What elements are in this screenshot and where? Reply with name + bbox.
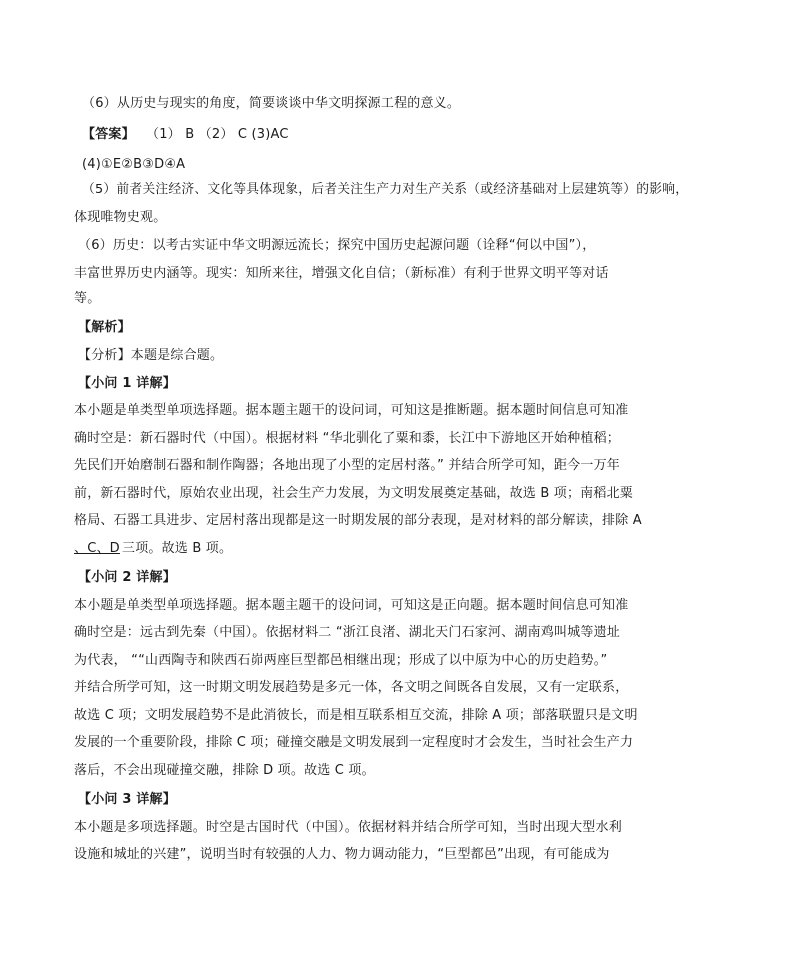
sub-question-1-line-2: 确时空是：新石器时代（中国）。根据材料 “华北驯化了粟和黍，长江中下游地区开始种植稻；	[74, 431, 620, 446]
answer-5-line-1: （5）前者关注经济、文化等具体现象，后者关注生产力对生产关系（或经济基础对上层建筑等）的影响，	[82, 182, 689, 197]
answer-5-line-2: 体现唯物史观。	[74, 210, 167, 225]
answer-6-line-2: 丰富世界历史内涵等。现实：知所来往，增强文化自信；（新标准）有利于世界文明平等对话	[74, 266, 609, 281]
sub-question-1-line-5: 格局、石器工具进步、定居村落出现都是这一时期发展的部分表现，是对材料的部分解读，排除 A	[74, 513, 642, 528]
sub-question-2-line-5: 故选 C 项；文明发展趋势不是此消彼长，而是相互联系相互交流，排除 A 项；部落联盟只是文明	[74, 708, 638, 723]
sub-question-1-line-3: 先民们开始磨制石器和制作陶器；各地出现了小型的定居村落。” 并结合所学可知，距今一万年	[74, 458, 620, 473]
sub-question-1-line-4: 前，新石器时代，原始农业出现，社会生产力发展，为文明发展奠定基础，故选 B 项；南稻北粟	[74, 486, 633, 501]
answer-6-line-1: （6）历史：以考古实证中华文明源远流长；探究中国历史起源问题（诠释“何以中国”），	[78, 238, 596, 253]
sub-question-3-line-1: 本小题是多项选择题。时空是古国时代（中国）。依据材料并结合所学可知，当时出现大型水利	[74, 820, 622, 835]
answer-6-line-3: 等。	[74, 291, 101, 306]
sub-question-1-line-6-underlined: 、C、D	[74, 541, 120, 556]
sub-question-1-heading: 【小问 1 详解】	[78, 376, 176, 391]
question-6-prompt: （6）从历史与现实的角度，简要谈谈中华文明探源工程的意义。	[82, 96, 461, 111]
sub-question-2-line-3: 为代表， ““山西陶寺和陕西石峁两座巨型都邑相继出现；形成了以中原为中心的历史趋势。”	[74, 653, 608, 668]
sub-question-2-line-4: 并结合所学可知，这一时期文明发展趋势是多元一体，各文明之间既各自发展，又有一定联系，	[74, 680, 629, 695]
analysis-summary: 【分析】本题是综合题。	[78, 348, 224, 363]
sub-question-2-heading: 【小问 2 详解】	[78, 570, 176, 585]
answer-1-3: （1） B （2） C (3)AC	[146, 127, 289, 142]
sub-question-2-line-6: 发展的一个重要阶段，排除 C 项；碰撞交融是文明发展到一定程度时才会发生，当时社会生产力	[74, 735, 634, 750]
sub-question-1-line-1: 本小题是单类型单项选择题。据本题主题干的设问词，可知这是推断题。据本题时间信息可知准	[74, 403, 629, 418]
sub-question-1-line-6: 三项。故选 B 项。	[122, 541, 233, 556]
answer-4: (4)①E②B③D④A	[82, 157, 186, 172]
sub-question-2-line-1: 本小题是单类型单项选择题。据本题主题干的设问词，可知这是正向题。据本题时间信息可知准	[74, 598, 629, 613]
sub-question-3-line-2: 设施和城址的兴建”，说明当时有较强的人力、物力调动能力，“巨型都邑”出现，有可能成为	[74, 847, 610, 862]
answer-heading: 【答案】	[82, 127, 135, 142]
sub-question-2-line-2: 确时空是：远古到先秦（中国）。依据材料二 “浙江良渚、湖北天门石家河、湖南鸡叫城等遗址	[74, 625, 620, 640]
analysis-heading: 【解析】	[78, 320, 131, 335]
sub-question-2-line-7: 落后，不会出现碰撞交融，排除 D 项。故选 C 项。	[74, 763, 375, 778]
sub-question-3-heading: 【小问 3 详解】	[78, 792, 176, 807]
